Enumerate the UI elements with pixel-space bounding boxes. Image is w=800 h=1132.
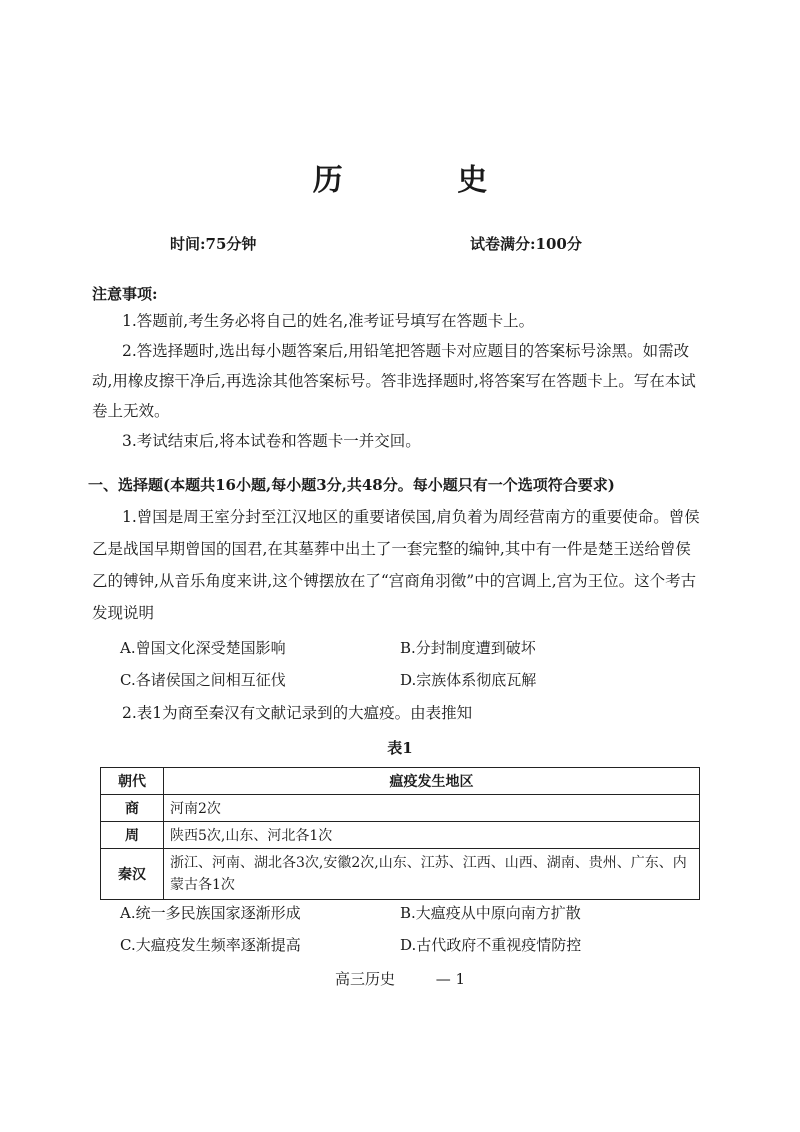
table-row bbox=[101, 822, 700, 849]
table-cell-region: 陕西5次,山东、河北各1次 bbox=[164, 822, 700, 849]
table-row bbox=[101, 849, 700, 900]
note-item-2: 2.答选择题时,选出每小题答案后,用铅笔把答题卡对应题目的答案标号涂黑。如需改动,用橡皮擦干净后,再选涂其他答案标号。答非选择题时,将答案写在答题卡上。写在本试卷上无效。 bbox=[92, 342, 696, 420]
notes-heading: 注意事项: bbox=[92, 285, 158, 303]
table-header-row bbox=[101, 768, 700, 795]
question-1-option-c: C.各诸侯国之间相互征伐 bbox=[120, 671, 286, 689]
table-cell-dynasty: 商 bbox=[101, 795, 164, 822]
footer-subject: 高三历史 bbox=[334, 970, 395, 988]
section-heading: 一、选择题(本题共16小题,每小题3分,共48分。每小题只有一个选项符合要求) bbox=[88, 476, 615, 494]
question-2-stem: 2.表1为商至秦汉有文献记录到的大瘟疫。由表推知 bbox=[122, 704, 473, 722]
exam-full-score: 试卷满分:100分 bbox=[470, 235, 582, 253]
question-1-option-a: A.曾国文化深受楚国影响 bbox=[120, 639, 286, 657]
question-1-option-d: D.宗族体系彻底瓦解 bbox=[400, 671, 537, 689]
page-footer bbox=[0, 968, 800, 989]
question-2-option-a: A.统一多民族国家逐渐形成 bbox=[120, 904, 301, 922]
question-1-stem: 1.曾国是周王室分封至江汉地区的重要诸侯国,肩负着为周经营南方的重要使命。曾侯乙是战国早期曾国的国君,在其墓葬中出土了一套完整的编钟,其中有一件是楚王送给曾侯乙的镈钟,从音乐角度来讲,这个镈摆放在了“宫商角羽徵”中的宫调上,宫为王位。这个考古发现说明 bbox=[92, 508, 700, 622]
table-cell-dynasty: 周 bbox=[101, 822, 164, 849]
question-2-option-c: C.大瘟疫发生频率逐渐提高 bbox=[120, 936, 301, 954]
note-item-3: 3.考试结束后,将本试卷和答题卡一并交回。 bbox=[122, 432, 421, 450]
question-2-option-d: D.古代政府不重视疫情防控 bbox=[400, 936, 582, 954]
page-title: 历 史 bbox=[312, 163, 540, 198]
question-2-option-b: B.大瘟疫从中原向南方扩散 bbox=[400, 904, 581, 922]
question-1-option-b: B.分封制度遭到破坏 bbox=[400, 639, 536, 657]
table-caption: 表1 bbox=[387, 739, 413, 757]
table-header-region: 瘟疫发生地区 bbox=[164, 768, 700, 795]
table-row bbox=[101, 795, 700, 822]
footer-page-number: — 1 bbox=[435, 970, 466, 988]
table-cell-region: 河南2次 bbox=[164, 795, 700, 822]
note-item-1: 1.答题前,考生务必将自己的姓名,准考证号填写在答题卡上。 bbox=[122, 312, 535, 330]
epidemic-table bbox=[100, 767, 700, 900]
table-cell-dynasty: 秦汉 bbox=[101, 849, 164, 900]
table-header-dynasty: 朝代 bbox=[101, 768, 164, 795]
table-cell-region: 浙江、河南、湖北各3次,安徽2次,山东、江苏、江西、山西、湖南、贵州、广东、内蒙古各1次 bbox=[164, 849, 700, 900]
exam-time: 时间:75分钟 bbox=[170, 235, 257, 253]
